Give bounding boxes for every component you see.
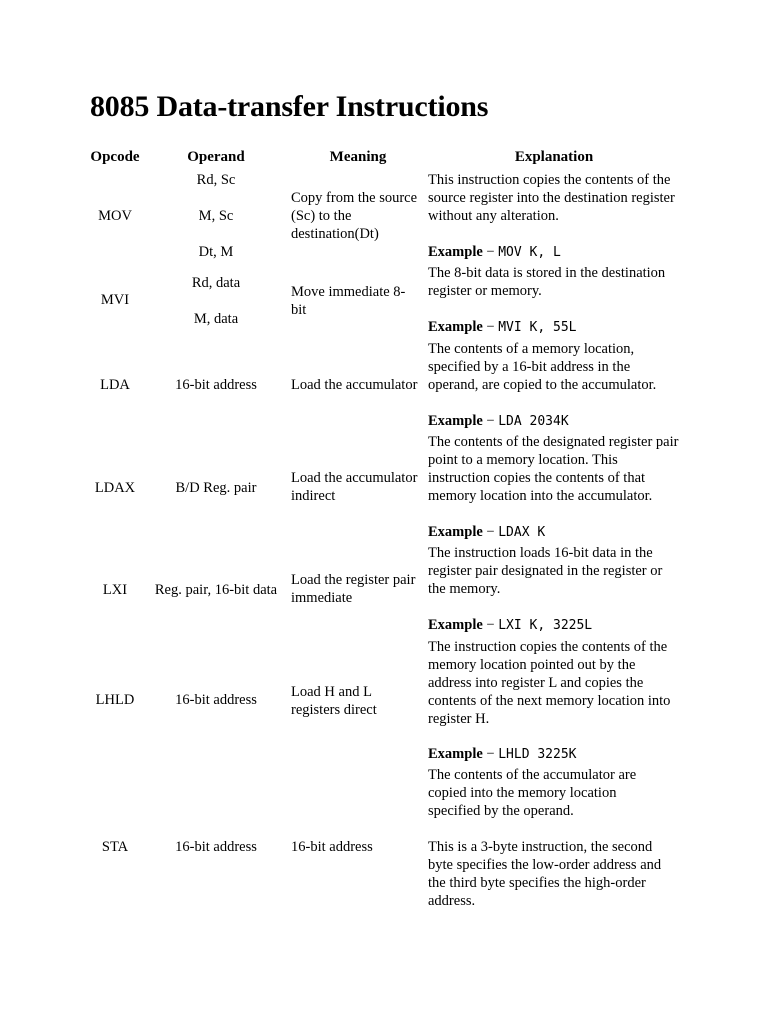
example-label: Example xyxy=(428,413,483,429)
row-lda-operand: 16-bit address xyxy=(175,377,257,393)
row-mvi-operand-1: Rd, data xyxy=(191,275,241,291)
row-lhld-meaning: Load H and L registers direct xyxy=(291,684,377,718)
example-label: Example xyxy=(428,244,483,260)
example-separator: − xyxy=(482,524,499,540)
header-explanation: Explanation xyxy=(514,149,594,165)
example-code: LDA 2034K xyxy=(498,414,569,429)
header-opcode: Opcode xyxy=(90,149,140,165)
row-lhld-example xyxy=(428,745,680,764)
header-operand: Operand xyxy=(187,149,245,165)
example-label: Example xyxy=(428,617,483,633)
row-lxi-explanation: The instruction loads 16-bit data in the register pair designated in the register or the memory. xyxy=(428,545,663,597)
example-label: Example xyxy=(428,524,483,540)
row-lxi-operand: Reg. pair, 16-bit data xyxy=(154,582,278,598)
row-mvi-operand-2: M, data xyxy=(193,311,239,327)
example-code: LHLD 3225K xyxy=(498,747,577,762)
row-lda-example xyxy=(428,412,680,431)
row-mov-explanation: This instruction copies the contents of the source register into the destination register without any alteration. xyxy=(428,172,675,224)
row-ldax-example xyxy=(428,523,680,542)
row-sta-explanation: The contents of the accumulator are copied into the memory location specified by the operand. xyxy=(428,767,637,819)
row-mov-example xyxy=(428,243,680,262)
row-mov-opcode: MOV xyxy=(98,208,132,224)
example-code: LDAX K xyxy=(498,525,546,540)
example-code: MVI K, 55L xyxy=(498,320,577,335)
example-separator: − xyxy=(482,746,499,762)
header-meaning: Meaning xyxy=(329,149,387,165)
example-code: LXI K, 3225L xyxy=(498,618,593,633)
row-mov-meaning: Copy from the source (Sc) to the destination(Dt) xyxy=(291,190,418,242)
row-lhld-opcode: LHLD xyxy=(95,692,135,708)
row-lxi-meaning: Load the register pair immediate xyxy=(291,572,416,606)
row-mov-operand-3: Dt, M xyxy=(198,244,234,260)
row-ldax-meaning: Load the accumulator indirect xyxy=(291,470,418,504)
row-mvi-opcode: MVI xyxy=(100,292,130,308)
row-lhld-explanation: The instruction copies the contents of the memory location pointed out by the address into register L and copies the contents of the next memory location into register H. xyxy=(428,639,671,727)
row-lxi-example xyxy=(428,616,680,635)
row-ldax-explanation: The contents of the designated register pair point to a memory location. This instruction copies the contents of that memory location into the accumulator. xyxy=(428,434,679,504)
example-separator: − xyxy=(482,617,499,633)
row-lhld-operand: 16-bit address xyxy=(175,692,257,708)
row-ldax-operand: B/D Reg. pair xyxy=(175,480,257,496)
row-lda-meaning: Load the accumulator xyxy=(291,377,418,393)
row-ldax-opcode: LDAX xyxy=(94,480,136,496)
row-sta-opcode: STA xyxy=(101,839,129,855)
example-label: Example xyxy=(428,319,483,335)
example-separator: − xyxy=(482,319,499,335)
example-separator: − xyxy=(482,244,499,260)
row-sta-meaning: 16-bit address xyxy=(291,839,373,855)
row-mvi-meaning: Move immediate 8-bit xyxy=(291,284,406,318)
row-mov-operand-1: Rd, Sc xyxy=(196,172,236,188)
row-lda-explanation: The contents of a memory location, specified by a 16-bit address in the operand, are copied to the accumulator. xyxy=(428,341,657,393)
row-mvi-example xyxy=(428,318,680,337)
row-sta-operand: 16-bit address xyxy=(175,839,257,855)
row-sta-explanation-2: This is a 3-byte instruction, the second byte specifies the low-order address and the third byte specifies the high-order address. xyxy=(428,839,662,909)
row-mov-operand-2: M, Sc xyxy=(198,208,234,224)
page-title: 8085 Data-transfer Instructions xyxy=(90,90,489,123)
row-lxi-opcode: LXI xyxy=(102,582,128,598)
example-code: MOV K, L xyxy=(498,245,561,260)
example-separator: − xyxy=(482,413,499,429)
example-label: Example xyxy=(428,746,483,762)
row-mvi-explanation: The 8-bit data is stored in the destination register or memory. xyxy=(428,265,666,299)
row-lda-opcode: LDA xyxy=(100,377,130,393)
